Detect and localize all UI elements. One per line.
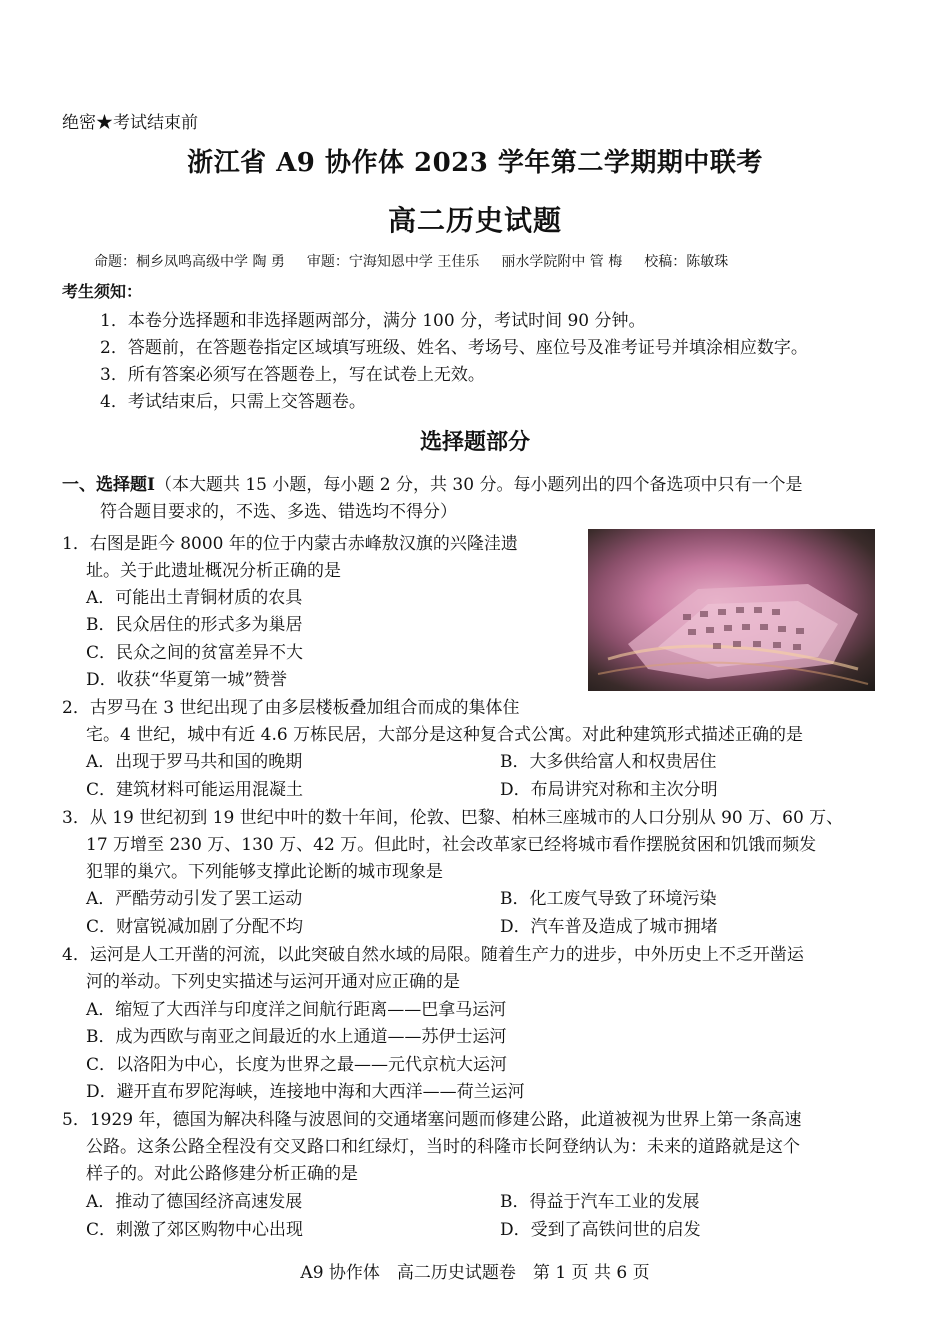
q1-option-c: C．民众之间的贫富差异不大 xyxy=(86,643,304,663)
q5-option-a: A．推动了德国经济高速发展 xyxy=(86,1192,303,1212)
author-reviewer-2: 丽水学院附中 管 梅 xyxy=(501,254,623,270)
part-label: 一、选择题Ⅰ xyxy=(62,475,155,495)
q3-option-c: C．财富锐减加剧了分配不均 xyxy=(86,917,304,937)
q3-line-3: 犯罪的巢穴。下列能够支撑此论断的城市现象是 xyxy=(86,862,443,882)
exam-subtitle: 高二历史试题 xyxy=(387,204,562,237)
q2-option-b: B．大多供给富人和权贵居住 xyxy=(500,752,717,772)
q4-option-c: C．以洛阳为中心，长度为世界之最——元代京杭大运河 xyxy=(86,1055,508,1075)
q5-option-d: D．受到了高铁问世的启发 xyxy=(500,1220,701,1240)
q3-option-d: D．汽车普及造成了城市拥堵 xyxy=(500,917,718,937)
secret-label: 绝密★考试结束前 xyxy=(62,113,198,133)
exam-title: 浙江省 A9 协作体 2023 学年第二学期期中联考 xyxy=(187,148,763,178)
author-proofreader: 校稿：陈敏珠 xyxy=(644,254,729,270)
q3-option-b: B．化工废气导致了环境污染 xyxy=(500,889,717,909)
q4-option-b: B．成为西欧与南亚之间最近的水上通道——苏伊士运河 xyxy=(86,1027,507,1047)
q5-line-1: 5．1929 年，德国为解决科隆与波恩间的交通堵塞问题而修建公路，此道被视为世界上第一条高速 xyxy=(62,1110,802,1130)
notice-item: 3．所有答案必须写在答题卷上，写在试卷上无效。 xyxy=(100,365,485,385)
q5-option-b: B．得益于汽车工业的发展 xyxy=(500,1192,700,1212)
q2-line-2: 宅。4 世纪，城中有近 4.6 万栋民居，大部分是这种复合式公寓。对此种建筑形式描述正确的是 xyxy=(86,725,804,745)
q4-line-2: 河的举动。下列史实描述与运河开通对应正确的是 xyxy=(86,972,460,992)
q1-line-1: 1．右图是距今 8000 年的位于内蒙古赤峰敖汉旗的兴隆洼遗 xyxy=(62,534,518,554)
part-desc-2: 符合题目要求的，不选、多选、错选均不得分） xyxy=(100,502,457,522)
q5-line-3: 样子的。对此公路修建分析正确的是 xyxy=(86,1164,358,1184)
section-title: 选择题部分 xyxy=(419,429,530,455)
q1-line-2: 址。关于此遗址概况分析正确的是 xyxy=(86,561,341,581)
part-desc-1: （本大题共 15 小题，每小题 2 分，共 30 分。每小题列出的四个备选项中只有一个是 xyxy=(154,475,803,495)
page-footer: A9 协作体 高二历史试题卷 第 1 页 共 6 页 xyxy=(300,1263,650,1283)
q2-line-1: 2．古罗马在 3 世纪出现了由多层楼板叠加组合而成的集体住 xyxy=(62,698,520,718)
q2-option-c: C．建筑材料可能运用混凝土 xyxy=(86,780,304,800)
q2-option-d: D．布局讲究对称和主次分明 xyxy=(500,780,718,800)
author-setter: 命题：桐乡凤鸣高级中学 陶 勇 xyxy=(94,254,285,270)
q1-option-d: D．收获“华夏第一城”赞誉 xyxy=(86,670,288,690)
q3-line-2: 17 万增至 230 万、130 万、42 万。但此时，社会改革家已经将城市看作摆脱贫困和饥饿而频发 xyxy=(86,835,817,855)
q3-line-1: 3．从 19 世纪初到 19 世纪中叶的数十年间，伦敦、巴黎、柏林三座城市的人口分别从 90 万、60 万、 xyxy=(62,808,844,828)
notice-heading: 考生须知： xyxy=(62,282,143,301)
notice-item: 1．本卷分选择题和非选择题两部分，满分 100 分，考试时间 90 分钟。 xyxy=(100,311,646,331)
q5-line-2: 公路。这条公路全程没有交叉路口和红绿灯，当时的科隆市长阿登纳认为：未来的道路就是这个 xyxy=(86,1137,800,1157)
q1-option-a: A．可能出土青铜材质的农具 xyxy=(86,588,303,608)
q3-option-a: A．严酷劳动引发了罢工运动 xyxy=(86,889,303,909)
q4-option-a: A．缩短了大西洋与印度洋之间航行距离——巴拿马运河 xyxy=(86,1000,507,1020)
q2-option-a: A．出现于罗马共和国的晚期 xyxy=(86,752,303,772)
author-reviewer-1: 审题：宁海知恩中学 王佳乐 xyxy=(306,254,480,270)
notice-item: 2．答题前，在答题卷指定区域填写班级、姓名、考场号、座位号及准考证号并填涂相应数字。 xyxy=(100,338,808,358)
q1-option-b: B．民众居住的形式多为巢居 xyxy=(86,615,303,635)
authors-line xyxy=(94,251,750,271)
q5-option-c: C．刺激了郊区购物中心出现 xyxy=(86,1220,304,1240)
part-heading xyxy=(62,470,802,495)
site-photo xyxy=(588,529,875,691)
q4-line-1: 4．运河是人工开凿的河流，以此突破自然水域的局限。随着生产力的进步，中外历史上不乏开凿运 xyxy=(62,945,804,965)
notice-item: 4．考试结束后，只需上交答题卷。 xyxy=(100,392,366,412)
site-photo-drawing xyxy=(588,529,875,691)
q4-option-d: D．避开直布罗陀海峡，连接地中海和大西洋——荷兰运河 xyxy=(86,1082,525,1102)
